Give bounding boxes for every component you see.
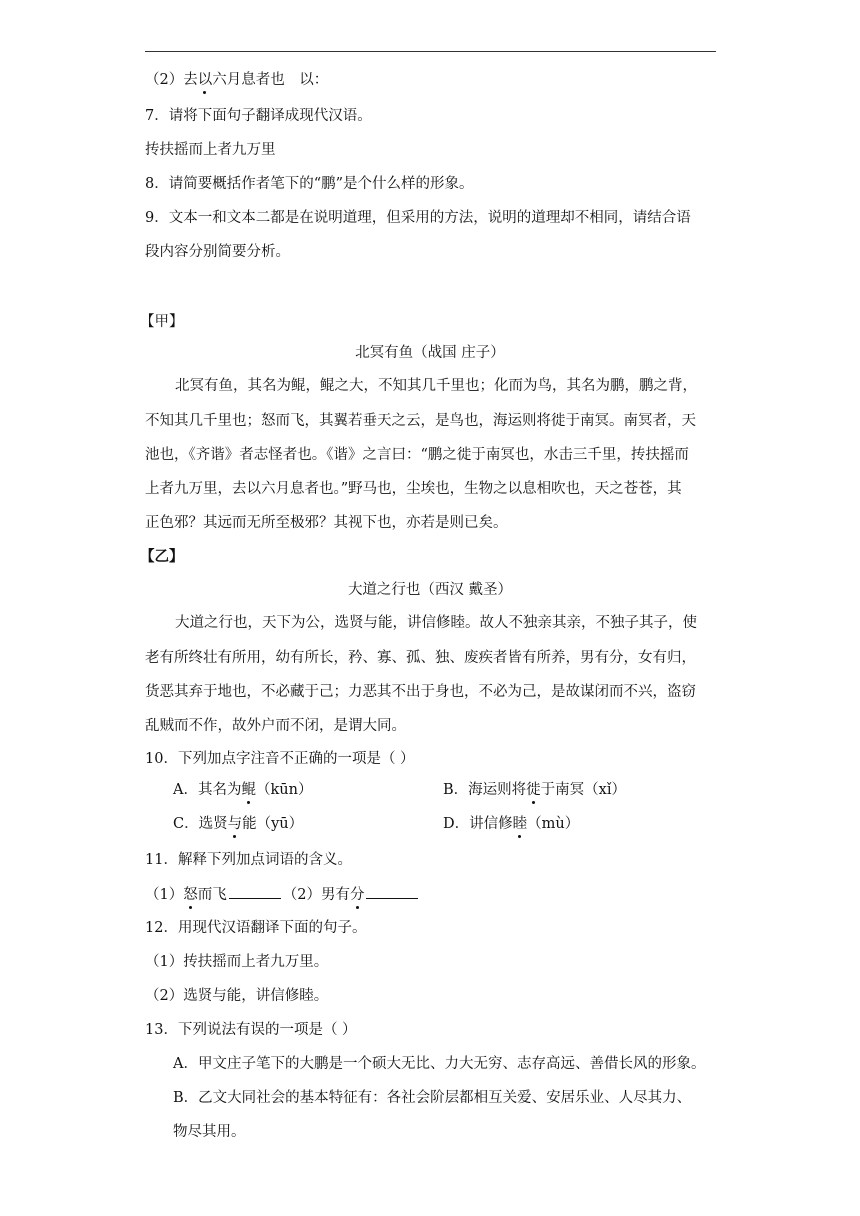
yi-line-3: 货恶其弃于地也，不必藏于己；力恶其不出于身也，不必为己，是故谋闭而不兴，盗窃: [145, 684, 696, 700]
q13-option-a: A．甲文庄子笔下的大鹏是一个硕大无比、力大无穷、志存高远、善借长风的形象。: [173, 1056, 706, 1072]
yi-line-1: 大道之行也，天下为公，选贤与能，讲信修睦。故人不独亲其亲，不独子其子，使: [175, 615, 697, 631]
q12-sentence-2: （2）选贤与能，讲信修睦。: [145, 988, 329, 1004]
yi-title: 大道之行也（西汉 戴圣）: [347, 582, 513, 598]
option-text: 于南冥（xǐ）: [540, 782, 626, 798]
option-text: 能（yū）: [242, 816, 304, 832]
q6-item-2: [145, 70, 328, 90]
q6-item-2-prefix: （2）去: [145, 72, 198, 88]
jia-title: 北冥有鱼（战国 庄子）: [355, 345, 505, 361]
q12-sentence-1: （1）抟扶摇而上者九万里。: [145, 954, 329, 970]
q7-sentence: 抟扶摇而上者九万里: [145, 142, 276, 158]
q6-item-2-suffix: 六月息者也 以：: [212, 72, 329, 88]
q10-option-d: [443, 814, 579, 834]
dotted-char: 鲲: [241, 782, 256, 798]
q7-stem: 7．请将下面句子翻译成现代汉语。: [145, 108, 372, 124]
dotted-char: 以: [197, 72, 213, 88]
dotted-char: 睦: [512, 816, 528, 832]
q10-option-a: [173, 780, 312, 800]
option-text: B．海运则将: [443, 782, 527, 798]
jia-line-2: 不知其几千里也；怒而飞，其翼若垂天之云，是鸟也，海运则将徙于南冥。南冥者，天: [145, 413, 696, 429]
item-text: （1）: [145, 887, 184, 903]
option-text: （kūn）: [255, 782, 313, 798]
dotted-char: 怒: [183, 887, 198, 903]
answer-blank-1[interactable]: [229, 884, 281, 899]
option-text: C．选贤: [173, 816, 228, 832]
dotted-char: 与: [227, 816, 243, 832]
dotted-char: 徙: [526, 782, 541, 798]
jia-label: 【甲】: [140, 314, 184, 330]
jia-line-4: 上者九万里，去以六月息者也。”野马也，尘埃也，生物之以息相吹也，天之苍苍，其: [145, 481, 682, 497]
jia-line-5: 正色邪？其远而无所至极邪？其视下也，亦若是则已矣。: [145, 515, 508, 531]
q13-option-b-line1: B．乙文大同社会的基本特征有：各社会阶层都相互关爱、安居乐业、人尽其力、: [173, 1090, 692, 1106]
item-text: 而飞: [197, 887, 227, 903]
q10-option-c: [173, 814, 303, 834]
option-text: A．其名为: [173, 782, 242, 798]
q13-stem: 13．下列说法有误的一项是（ ）: [145, 1022, 357, 1038]
q10-stem: 10．下列加点字注音不正确的一项是（ ）: [145, 751, 415, 767]
dotted-char: 分: [349, 887, 365, 903]
option-text: （mù）: [527, 816, 580, 832]
jia-line-3: 池也，《齐谐》者志怪者也。《谐》之言曰：“鹏之徙于南冥也，水击三千里，抟扶摇而: [145, 447, 689, 463]
yi-label: 【乙】: [140, 548, 184, 565]
q12-stem: 12．用现代汉语翻译下面的句子。: [145, 920, 367, 936]
yi-line-2: 老有所终壮有所用，幼有所长，矜、寡、孤、独、废疾者皆有所养，男有分，女有归，: [145, 650, 696, 666]
answer-blank-2[interactable]: [366, 884, 418, 899]
q11-items: [145, 884, 420, 905]
option-text: D．讲信修: [443, 816, 513, 832]
q9-stem-line1: 9．文本一和文本二都是在说明道理，但采用的方法，说明的道理却不相同，请结合语: [145, 210, 691, 226]
yi-line-4: 乱贼而不作，故外户而不闭，是谓大同。: [145, 718, 406, 734]
header-rule: [145, 51, 716, 52]
q8-stem: 8．请简要概括作者笔下的“鹏”是个什么样的形象。: [145, 176, 474, 192]
q9-stem-line2: 段内容分别简要分析。: [145, 244, 290, 260]
q10-option-b: [443, 780, 626, 800]
jia-line-1: 北冥有鱼，其名为鲲，鲲之大，不知其几千里也；化而为鸟，其名为鹏，鹏之背，: [175, 378, 697, 394]
item-text: （2）男有: [282, 887, 350, 903]
q11-stem: 11．解释下列加点词语的含义。: [145, 852, 352, 868]
q13-option-b-line2: 物尽其用。: [173, 1124, 246, 1140]
